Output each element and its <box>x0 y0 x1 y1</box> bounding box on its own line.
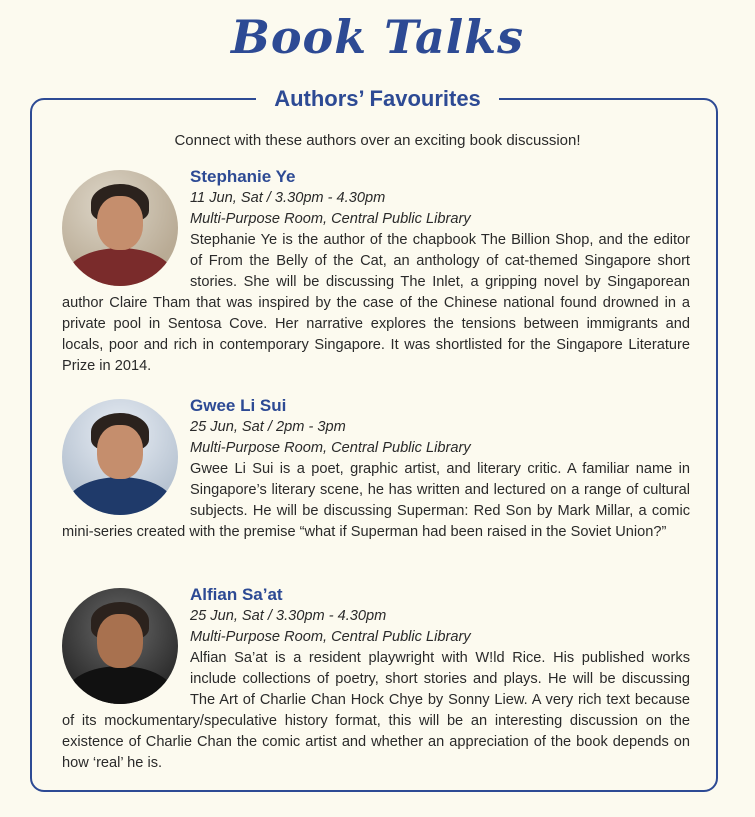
author-name: Alfian Sa’at <box>190 585 283 604</box>
event-datetime: 11 Jun, Sat / 3.30pm - 4.30pm <box>190 190 386 206</box>
event-datetime: 25 Jun, Sat / 3.30pm - 4.30pm <box>190 608 387 624</box>
author-gwee-li-sui <box>62 395 690 543</box>
event-venue: Multi-Purpose Room, Central Public Library <box>190 440 471 456</box>
page-title: Book Talks <box>230 10 524 64</box>
author-description: Alfian Sa’at is a resident playwright with W!ld Rice. His published works include collections of poetry, short stories and plays. He will be discussing The Art of Charlie Chan Hock Chye by Sonny Liew. A very rich text because of its mockumentary/speculative history format, this will be an interesting discussion on the existence of Charlie Chan the comic artist and whether an appreciation of the book depends on how ‘real’ he is. <box>62 650 690 771</box>
intro-text: Connect with these authors over an exciting book discussion! <box>174 132 581 149</box>
author-description: Stephanie Ye is the author of the chapbook The Billion Shop, and the editor of From the Belly of the Cat, an anthology of cat-themed Singapore short stories. She will be discussing The Inlet, a gripping novel by Singaporean author Claire Tham that was inspired by the case of the Chinese national found drowned in a private pool in Sentosa Cove. Her narrative explores the tensions between immigrants and locals, poor and rich in contemporary Singapore. It was shortlisted for the Singapore Literature Prize in 2014. <box>62 232 690 374</box>
event-venue: Multi-Purpose Room, Central Public Library <box>190 629 471 645</box>
author-name: Stephanie Ye <box>190 167 296 186</box>
author-photo <box>62 588 178 704</box>
author-name: Gwee Li Sui <box>190 396 287 415</box>
event-venue: Multi-Purpose Room, Central Public Library <box>190 211 471 227</box>
author-description: Gwee Li Sui is a poet, graphic artist, and literary critic. A familiar name in Singapore’s literary scene, he has written and lectured on a range of cultural subjects. He will be discussing Superman: Red Son by Mark Millar, a comic mini-series created with the premise “what if Superman had been raised in the Soviet Union?” <box>62 461 690 540</box>
author-alfian-saat <box>62 584 690 774</box>
subtitle: Authors’ Favourites <box>256 86 499 111</box>
subtitle-wrap <box>0 86 755 112</box>
event-datetime: 25 Jun, Sat / 2pm - 3pm <box>190 419 346 435</box>
author-photo <box>62 399 178 515</box>
author-photo <box>62 170 178 286</box>
author-stephanie-ye <box>62 166 690 377</box>
